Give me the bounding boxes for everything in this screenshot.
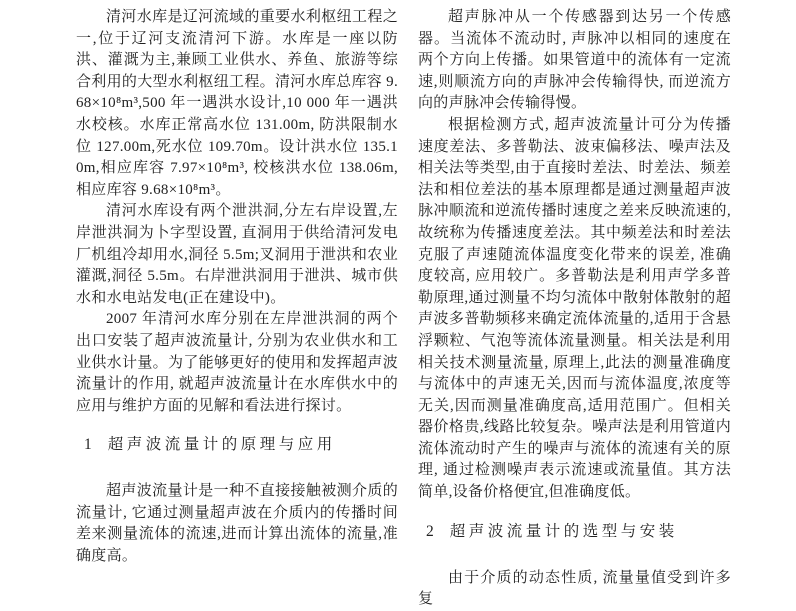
left-column — [76, 7, 398, 568]
paragraph-ultrasonic-pulse: 超声脉冲从一个传感器到达另一个传感器。当流体不流动时, 声脉冲以相同的速度在两个方向上传播。如果管道中的流体有一定流速,则顺流方向的声脉冲会传输得快, 而逆流方向的声脉冲会传输得慢。 — [418, 9, 731, 112]
section-2-number: 2 — [426, 522, 434, 540]
section-heading-1 — [84, 435, 398, 455]
paragraph-selection-installation-intro: 由于介质的动态性质, 流量量值受到许多复 — [418, 569, 731, 608]
paragraph-spillway-tunnels: 清河水库设有两个泄洪洞,分左右岸设置,左岸泄洪洞为卜字型设置, 直洞用于供给清河发电厂机组冷却用水,洞径 5.5m;叉洞用于泄洪和农业灌溉,洞径 5.5m。右岸泄洪洞用于泄洪、城市供水和水电站发电(正在建设中)。 — [76, 203, 398, 306]
paragraph-flowmeter-installation: 2007 年清河水库分别在左岸泄洪洞的两个出口安装了超声波流量计, 分别为农业供水和工业供水计量。为了能够更好的使用和发挥超声波流量计的作用, 就超声波流量计在水库供水中的应用与维护方面的见解和看法进行探讨。 — [76, 311, 398, 414]
section-1-number: 1 — [84, 436, 92, 454]
section-heading-2 — [426, 522, 731, 542]
right-column — [418, 7, 731, 611]
paragraph-reservoir-overview: 清河水库是辽河流域的重要水利枢纽工程之一,位于辽河支流清河下游。水库是一座以防洪、灌溉为主,兼顾工业供水、养鱼、旅游等综合利用的大型水利枢纽工程。清河水库总库容 9.68×10⁸m³,500 年一遇洪水设计,10 000 年一遇洪水校核。水库正常高水位 131.00m, 防洪限制水位 127.00m,死水位 109.70m。设计洪水位 135.10m,相应库容 7.97×10⁸m³, 校核洪水位 138.06m,相应库容 9.68×10⁸m³。 — [76, 9, 398, 198]
section-2-title: 超声波流量计的选型与安装 — [449, 522, 678, 540]
section-1-title: 超声波流量计的原理与应用 — [107, 436, 336, 454]
paragraph-flowmeter-principle: 超声波流量计是一种不直接接触被测介质的流量计, 它通过测量超声波在介质内的传播时间差来测量流体的流速,进而计算出流体的流量,准确度高。 — [76, 483, 398, 565]
paragraph-detection-methods: 根据检测方式, 超声波流量计可分为传播速度差法、多普勒法、波束偏移法、噪声法及相关法等类型,由于直接时差法、时差法、频差法和相位差法的基本原理都是通过测量超声波脉冲顺流和逆流传播时速度之差来反映流速的, 故统称为传播速度差法。其中频差法和时差法克服了声速随流体温度变化带来的误差, 准确度较高, 应用较广。多普勒法是利用声学多普勒原理,通过测量不均匀流体中散射体散射的超声波多普勒频移来确定流体流量的,适用于含悬浮颗粒、气泡等流体流量测量。相关法是利用相关技术测量流量, 原理上,此法的测量准确度与流体中的声速无关,因而与流体温度,浓度等无关,因而测量准确度高,适用范围广。但相关器价格贵,线路比较复杂。噪声法是利用管道内流体流动时产生的噪声与流体的流速有关的原理, 通过检测噪声表示流速或流量值。其方法简单,设备价格便宜,但准确度低。 — [418, 116, 731, 501]
